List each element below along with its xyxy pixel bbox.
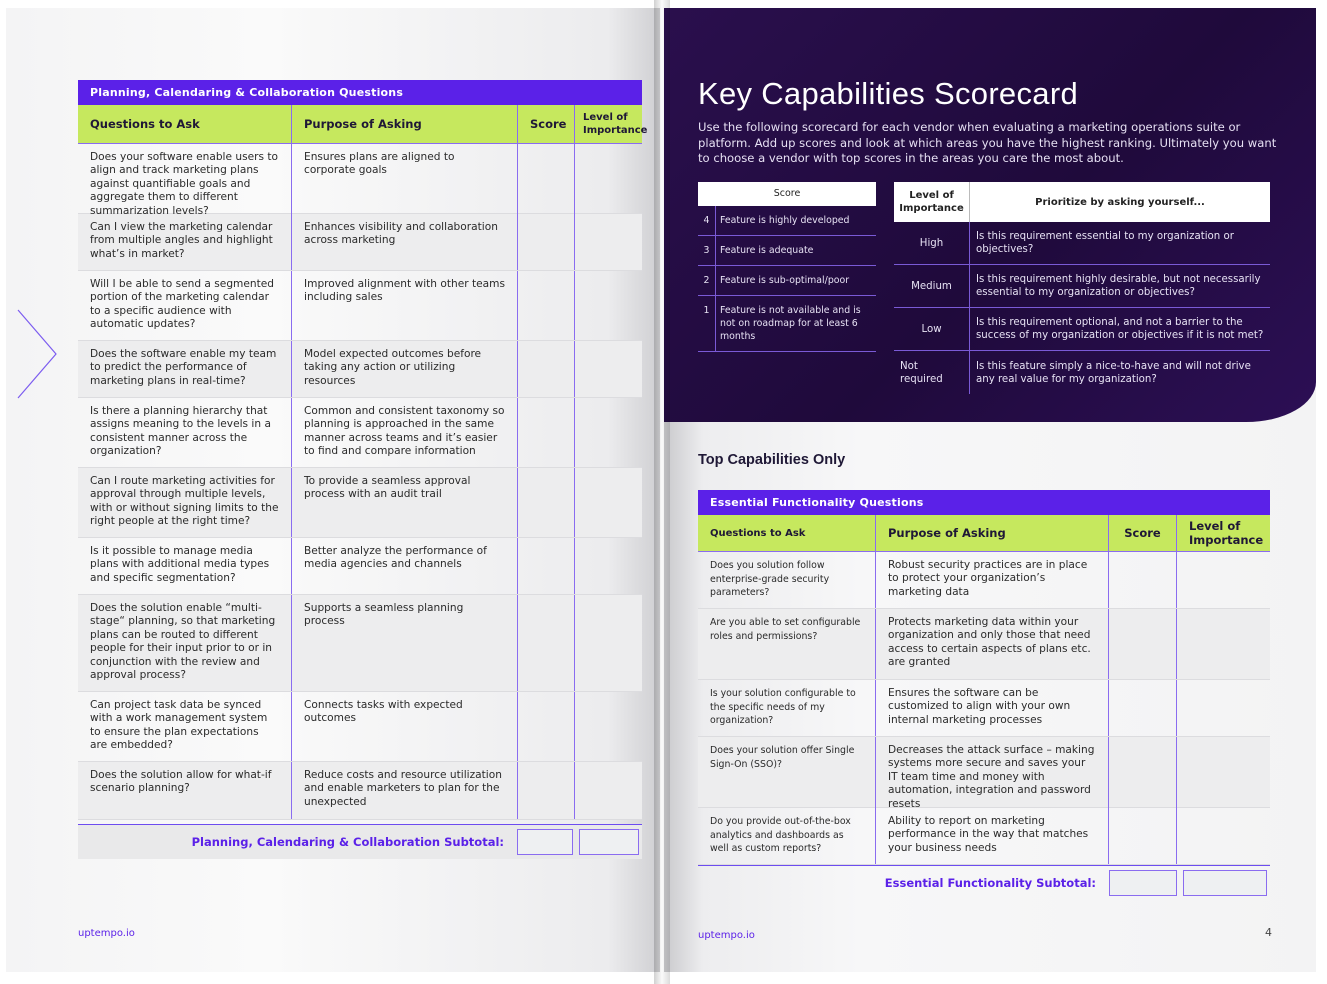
importance-legend-row [894,308,1270,351]
importance-level: Low [894,308,970,350]
header-questions: Questions to Ask [698,515,876,551]
score-value: 4 [698,206,716,235]
question-cell: Is your solution configurable to the specific needs of my organization? [698,680,876,736]
purpose-cell: Model expected outcomes before taking any action or utilizing resources [292,341,518,397]
importance-cell[interactable] [575,271,642,340]
importance-subtotal-input[interactable] [1183,870,1267,896]
purpose-cell: Robust security practices are in place to protect your organization’s marketing data [876,552,1109,608]
score-value: 1 [698,296,716,351]
purpose-cell: Decreases the attack surface – making systems more secure and saves your IT team time and money with automation, integration and password resets [876,737,1109,818]
importance-legend-row [894,351,1270,394]
importance-cell[interactable] [1177,808,1270,864]
importance-cell[interactable] [1177,609,1270,679]
question-cell: Do you provide out-of-the-box analytics and dashboards as well as custom reports? [698,808,876,864]
subtotal-label: Essential Functionality Subtotal: [884,876,1096,890]
header-questions: Questions to Ask [78,105,292,143]
importance-cell[interactable] [1177,552,1270,608]
purpose-cell: To provide a seamless approval process with an audit trail [292,468,518,537]
importance-cell[interactable] [575,692,642,761]
header-purpose: Purpose of Asking [292,105,518,143]
score-cell[interactable] [518,595,575,691]
importance-legend-row [894,265,1270,308]
table-row [698,552,1270,609]
table-row [78,538,642,595]
score-description: Feature is not available and is not on roadmap for at least 6 months [720,305,861,342]
question-cell: Does you solution follow enterprise-grade security parameters? [698,552,876,608]
header-importance: Level of Importance [1189,519,1264,547]
section-title: Essential Functionality Questions [698,490,1270,515]
chevron-right-icon [14,308,58,400]
score-description: Feature is highly developed [720,215,850,226]
question-cell: Is there a planning hierarchy that assigns meaning to the levels in a consistent manner across the organization? [78,398,292,467]
purpose-cell: Ability to report on marketing performance in the way that matches your business needs [876,808,1109,864]
score-legend-row [698,206,876,236]
table-row [698,609,1270,680]
table-row [698,808,1270,865]
score-legend-header: Score [698,182,876,206]
importance-cell[interactable] [575,595,642,691]
header-purpose: Purpose of Asking [876,515,1109,551]
question-cell: Are you able to set configurable roles and permissions? [698,609,876,679]
purpose-cell: Improved alignment with other teams including sales [292,271,518,340]
table-row [78,341,642,398]
table-row [78,144,642,217]
question-cell: Will I be able to send a segmented portion of the marketing calendar to a specific audience with automatic updates? [78,271,292,340]
score-subtotal-input[interactable] [1109,870,1177,896]
purpose-cell: Ensures plans are aligned to corporate goals [292,144,518,225]
question-cell: Can I route marketing activities for approval through multiple levels, with or without signing limits to the right people at the right time? [78,468,292,537]
score-legend-row [698,296,876,352]
score-cell[interactable] [1109,609,1177,679]
table-row [78,398,642,468]
importance-level: High [894,222,970,264]
left-page [6,8,660,972]
table-row [78,271,642,341]
importance-legend-row [894,222,1270,265]
purpose-cell: Ensures the software can be customized to align with your own internal marketing processes [876,680,1109,736]
footer-link[interactable]: uptempo.io [78,928,135,939]
score-description: Feature is adequate [720,245,814,256]
score-cell[interactable] [518,692,575,761]
table-row [698,680,1270,737]
prioritize-header: Prioritize by asking yourself... [1035,196,1205,208]
score-legend-row [698,236,876,266]
importance-level: Not required [894,351,970,394]
table-row [78,692,642,762]
question-cell: Does your solution offer Single Sign-On (SSO)? [698,737,876,818]
score-cell[interactable] [1109,680,1177,736]
intro-text: Use the following scorecard for each vendor when evaluating a marketing operations suite or platform. Add up scores and look at which areas you have the highest ranking. Ultimately you want to choose a vendor with top scores in the areas you care the most about. [698,120,1277,165]
importance-cell[interactable] [575,468,642,537]
purpose-cell: Common and consistent taxonomy so planning is approached in the same manner across teams and it’s easier to find and compare information [292,398,518,467]
importance-cell[interactable] [1177,680,1270,736]
score-cell[interactable] [518,398,575,467]
score-cell[interactable] [1109,808,1177,864]
question-cell: Can project task data be synced with a work management system to ensure the plan expectations are embedded? [78,692,292,761]
subtotal-label: Planning, Calendaring & Collaboration Subtotal: [191,835,504,849]
importance-legend-header [894,182,1270,222]
purpose-cell: Protects marketing data within your organization and only those that need access to certain aspects of plans etc. are granted [876,609,1109,679]
table-body [78,144,642,820]
section-title: Planning, Calendaring & Collaboration Questions [78,80,642,105]
importance-question: Is this requirement essential to my organization or objectives? [976,231,1234,255]
purpose-cell: Supports a seamless planning process [292,595,518,691]
importance-level: Medium [894,265,970,307]
purpose-cell: Connects tasks with expected outcomes [292,692,518,761]
header-score: Score [1109,515,1177,551]
purpose-cell: Enhances visibility and collaboration across marketing [292,214,518,270]
level-header: Level of Importance [894,182,970,222]
importance-cell[interactable] [575,341,642,397]
score-value: 3 [698,236,716,265]
subtotal-row [698,865,1270,900]
table-row [78,468,642,538]
importance-cell[interactable] [575,398,642,467]
score-value: 2 [698,266,716,295]
importance-cell[interactable] [575,762,642,819]
score-cell[interactable] [1109,552,1177,608]
importance-cell[interactable] [575,538,642,594]
importance-question: Is this requirement highly desirable, but not necessarily essential to my organization or objectives? [976,274,1261,298]
importance-cell[interactable] [575,144,642,225]
page-title: Key Capabilities Scorecard [698,76,1078,111]
score-cell[interactable] [518,214,575,270]
book-gutter [654,0,670,984]
importance-subtotal-input[interactable] [579,829,639,855]
importance-legend-table [894,182,1270,394]
score-cell[interactable] [518,144,575,225]
score-cell[interactable] [1109,737,1177,818]
question-cell: Does the software enable my team to predict the performance of marketing plans in real-time? [78,341,292,397]
importance-question: Is this requirement optional, and not a barrier to the success of my organization or objectives if it is not met? [976,317,1264,341]
importance-cell[interactable] [575,214,642,270]
table-row [698,737,1270,808]
page-number: 4 [1265,926,1272,939]
header-importance: Level of Importance [583,111,648,136]
question-cell: Does the solution allow for what-if scenario planning? [78,762,292,819]
score-legend-table [698,182,876,352]
table-header [698,515,1270,552]
importance-cell[interactable] [1177,737,1270,818]
table-row [78,214,642,271]
table-header [78,105,648,144]
score-subtotal-input[interactable] [517,829,573,855]
score-cell[interactable] [518,271,575,340]
question-cell: Can I view the marketing calendar from multiple angles and highlight what’s in market? [78,214,292,270]
score-cell[interactable] [518,762,575,819]
score-legend-row [698,266,876,296]
score-cell[interactable] [518,341,575,397]
table-row [78,762,642,820]
purpose-cell: Better analyze the performance of media agencies and channels [292,538,518,594]
footer-link[interactable]: uptempo.io [698,930,755,941]
essential-questions-table [698,490,1270,900]
importance-question: Is this feature simply a nice-to-have and will not drive any real value for my organization? [976,360,1251,385]
right-page [664,8,1316,972]
header-score: Score [518,105,575,143]
question-cell: Does your software enable users to align and track marketing plans against quantifiable goals and aggregate them to different summarization levels? [78,144,292,225]
top-capabilities-title: Top Capabilities Only [698,452,846,468]
question-cell: Is it possible to manage media plans with additional media types and specific segmentation? [78,538,292,594]
table-row [78,595,642,692]
scorecard-header-panel [664,8,1316,422]
score-cell[interactable] [518,468,575,537]
score-cell[interactable] [518,538,575,594]
table-body [698,552,1270,865]
subtotal-row [78,824,642,859]
planning-questions-table [78,80,648,859]
purpose-cell: Reduce costs and resource utilization and enable marketers to plan for the unexpected [292,762,518,819]
score-description: Feature is sub-optimal/poor [720,275,850,286]
question-cell: Does the solution enable “multi-stage“ planning, so that marketing plans can be routed to different people for their input prior to or in conjunction with the review and approval process? [78,595,292,691]
